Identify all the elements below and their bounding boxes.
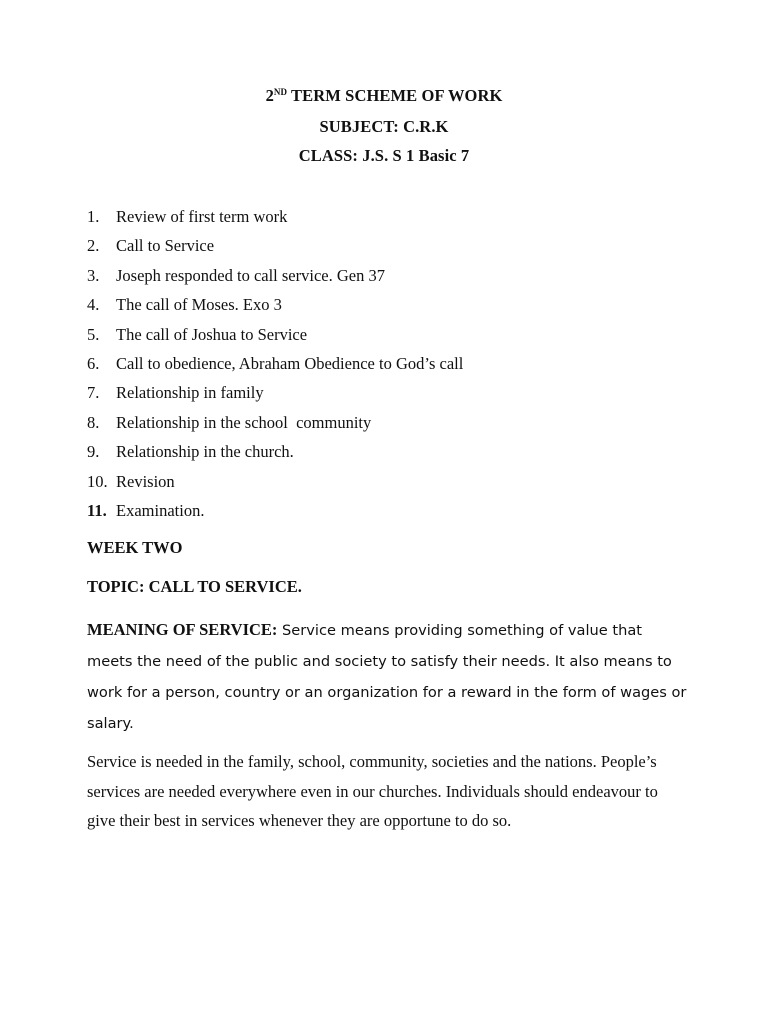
scheme-list: [87, 202, 463, 525]
list-item: [87, 261, 463, 290]
item-text: Relationship in the church.: [116, 442, 294, 462]
list-item: [87, 320, 463, 349]
list-item: [87, 290, 463, 319]
list-item: [87, 202, 463, 231]
week-heading: WEEK TWO: [87, 538, 183, 557]
item-number: 9.: [87, 442, 100, 462]
list-item: [87, 496, 463, 525]
service-paragraph: Service is needed in the family, school, community, societies and the nations. People’s services are needed everywhere even in our churches. Individuals should endeavour to give their best in services whenever they are opportune to do so.: [87, 752, 658, 830]
list-item: [87, 437, 463, 466]
document-title: [0, 86, 768, 106]
subject-line: SUBJECT: C.R.K: [319, 117, 449, 136]
item-text: The call of Joshua to Service: [116, 324, 308, 344]
term-suffix: ND: [273, 87, 288, 97]
title-rest: TERM SCHEME OF WORK: [287, 86, 503, 105]
list-item: [87, 349, 463, 378]
list-item: [87, 408, 463, 437]
meaning-label: MEANING OF SERVICE:: [87, 620, 278, 639]
item-text: Call to Service: [116, 236, 215, 256]
item-text: Joseph responded to call service. Gen 37: [116, 265, 385, 285]
item-text: Review of first term work: [116, 207, 288, 226]
list-item: [87, 231, 463, 260]
meaning-paragraph: [87, 614, 687, 739]
term-number: 2: [265, 86, 274, 105]
item-number: 2.: [87, 236, 100, 256]
class-line: CLASS: J.S. S 1 Basic 7: [298, 146, 470, 165]
item-number: 7.: [87, 383, 100, 403]
item-number: 6.: [87, 353, 100, 373]
list-item: [87, 378, 463, 407]
list-item: [87, 467, 463, 496]
item-text: Revision: [116, 471, 175, 491]
topic-heading: TOPIC: CALL TO SERVICE.: [87, 577, 302, 596]
item-number: 5.: [87, 324, 100, 344]
item-text: Call to obedience, Abraham Obedience to God’s call: [116, 353, 464, 373]
item-number: 10.: [87, 471, 108, 491]
item-text: Relationship in the school community: [116, 412, 372, 432]
item-number: 1.: [87, 207, 100, 226]
item-number: 4.: [87, 295, 100, 315]
item-number: 8.: [87, 412, 100, 432]
item-text: Relationship in family: [116, 383, 264, 403]
meaning-text: Service means providing something of value that meets the need of the public and society to satisfy their needs. It also means to work for a person, country or an organization for a reward in the form of wages or salary.: [87, 622, 687, 732]
item-text: The call of Moses. Exo 3: [116, 295, 282, 315]
item-number: 11.: [87, 500, 107, 520]
item-number: 3.: [87, 265, 100, 285]
item-text: Examination.: [116, 500, 205, 520]
